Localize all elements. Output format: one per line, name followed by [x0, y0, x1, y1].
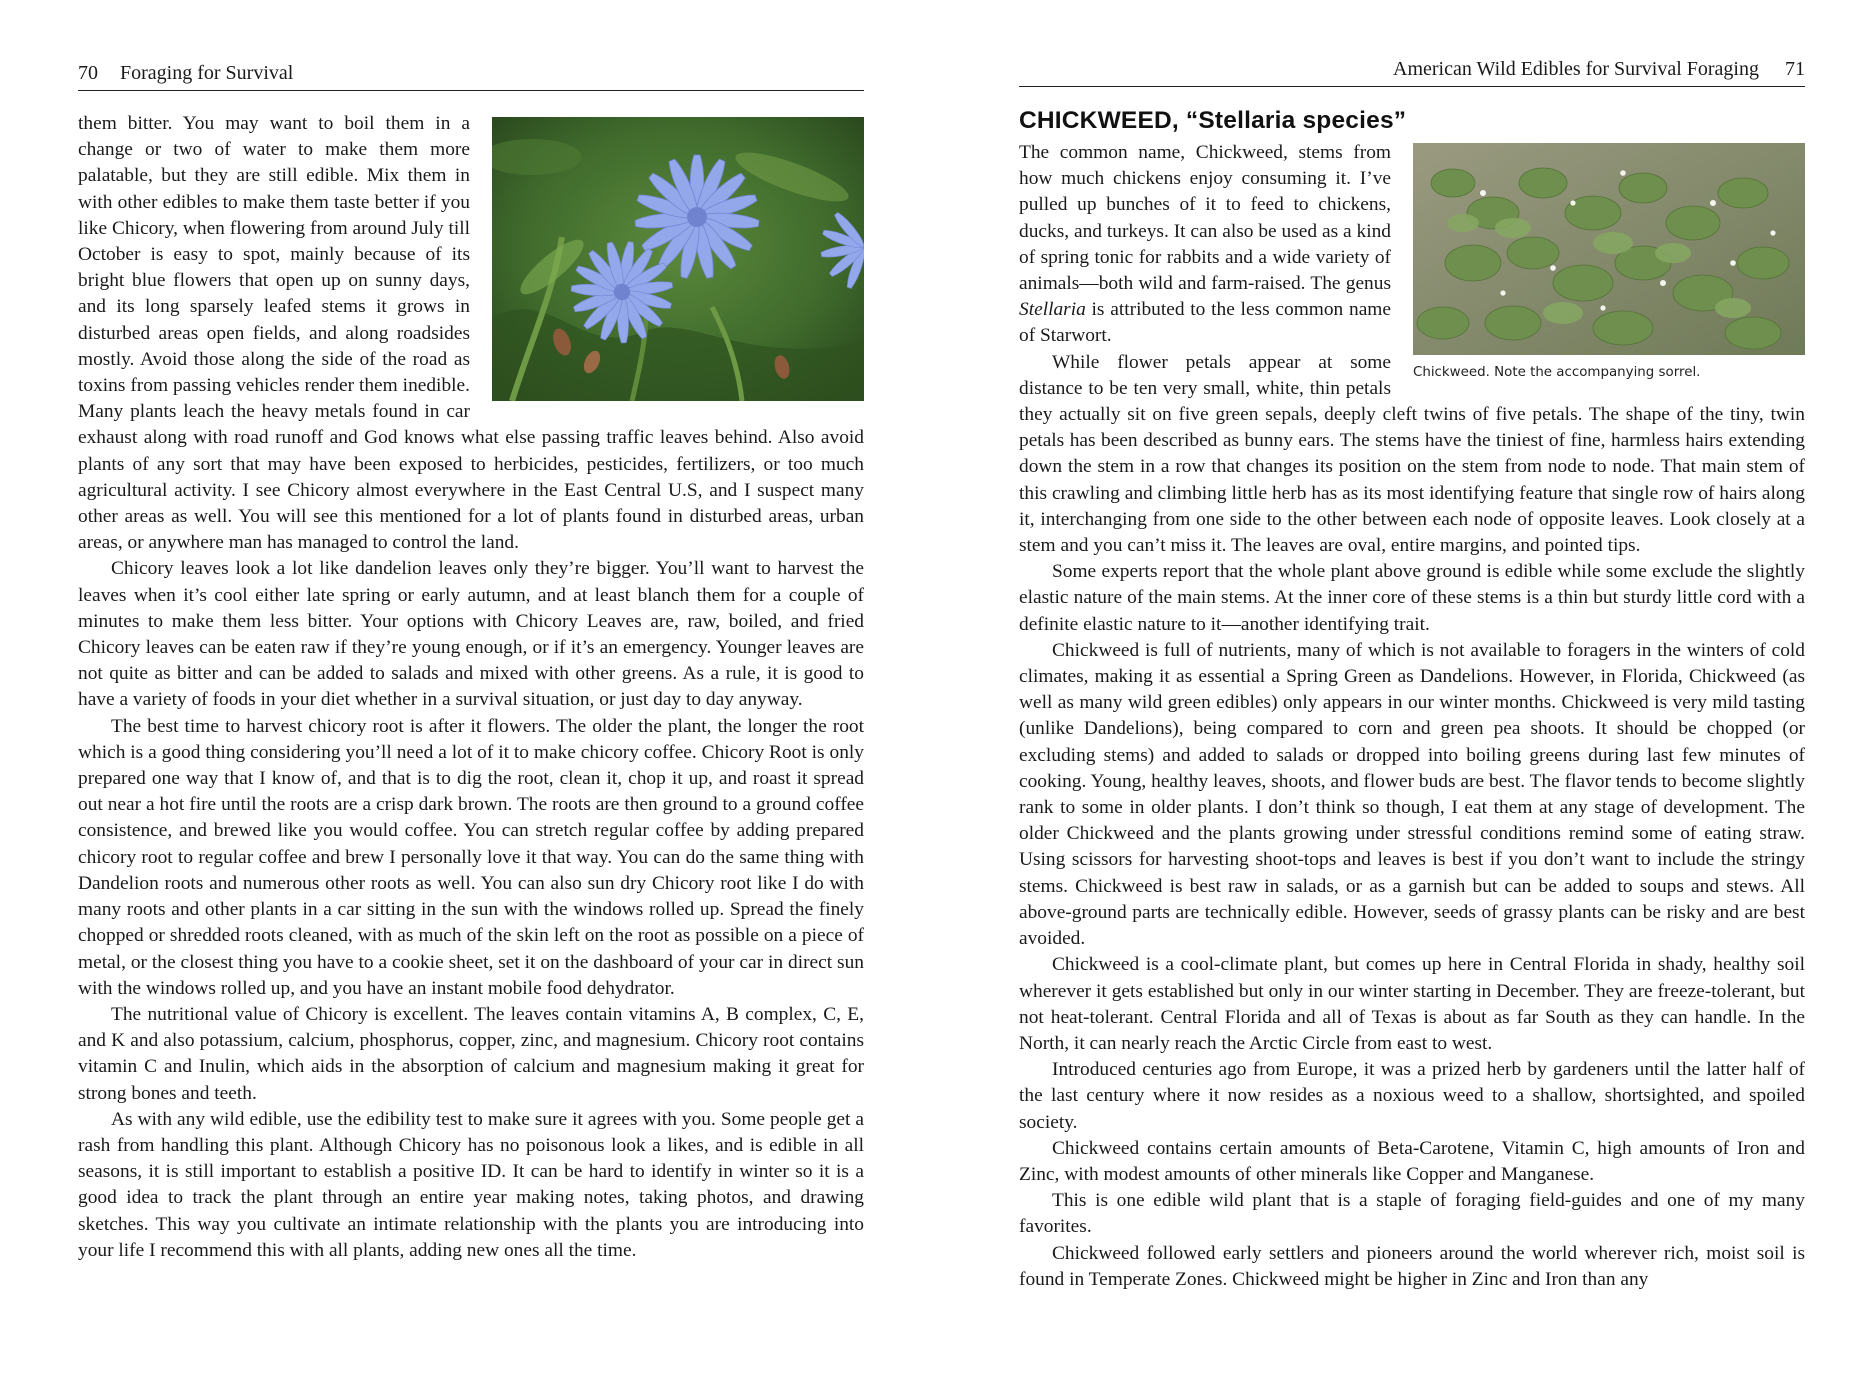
left-paragraph-3: The best time to harvest chicory root is after it flowers. The older the plant, the longer the root which is a good thing considering you’ll need a lot of it to make chicory coffee. Chicory Root is only prepared one way that I know of, and that is to dig the root, clean it, chop it up, and roast it spread out near a hot fire until the roots are a crisp dark brown. The roots are then ground to a ground coffee consistence, and brewed like you would coffee. You can stretch regular coffee by adding prepared chicory root to regular coffee and brew I personally love it that way. You can do the same thing with Dandelion roots and numerous other roots as well. You can also sun dry Chicory root like I do with many roots and other plants in a car sitting in the sun with the windows rolled up. Spread the finely chopped or shredded roots cleaned, with as much of the skin left on the root as possible on a piece of metal, or the closest thing you have to a cookie sheet, set it on the dashboard of your car in direct sun with the windows rolled up, and you have an instant mobile food dehydrator. — [78, 715, 864, 999]
left-paragraph-4: The nutritional value of Chicory is excellent. The leaves contain vitamins A, B complex, C, E, and K and also potassium, calcium, phosphorus, copper, zinc, and magnesium. Chicory root contains vitamin C and Inulin, which aids in the absorption of calcium and magnesium making it great for strong bones and teeth. — [78, 1003, 864, 1104]
left-paragraph-2: Chicory leaves look a lot like dandelion leaves only they’re bigger. You’ll want to harvest the leaves when it’s cool either late spring or early autumn, and at least blanch them for a couple of minutes to make them less bitter. Your options with Chicory Leaves are, raw, boiled, and fried Chicory leaves can be eaten raw if they’re young enough, or if it’s an emergency. Younger leaves are not quite as bitter and can be added to salads and mixed with other greens. As a rule, it is good to have a variety of foods in your diet whether in a survival situation, or just day to day anyway. — [78, 558, 864, 711]
right-page-body — [1019, 140, 1805, 1293]
running-header-left — [78, 60, 864, 91]
running-title-right: American Wild Edibles for Survival Foraging — [1393, 58, 1759, 80]
right-paragraph-7: Chickweed contains certain amounts of Beta-Carotene, Vitamin C, high amounts of Iron and Zinc, with modest amounts of other minerals like Copper and Manganese. — [1019, 1137, 1805, 1185]
chicory-flower-photo — [492, 117, 864, 401]
right-paragraph-8: This is one edible wild plant that is a staple of foraging field-guides and one of my many favorites. — [1019, 1190, 1805, 1238]
left-paragraph-1: them bitter. You may want to boil them in a change or two of water to make them more palatable, but they are still edible. Mix them in with other edibles to make them taste better if you like Chicory, when flowering from around July till October is easy to spot, mainly because of its bright blue flowers that open up on sunny days, and its long sparsely leafed stems it grows in disturbed areas open fields, and along roadsides mostly. Avoid those along the side of the road as toxins from passing vehicles render them inedible. Many plants leach the heavy metals found in car exhaust along with road runoff and God knows what else passing traffic leaves behind. Also avoid plants of any sort that may have been exposed to herbicides, pesticides, fertilizers, or too much agricultural activity. I see Chicory almost everywhere in the East Central U.S, and I suspect many other areas as well. You will see this mentioned for a lot of plants found in disturbed areas, urban areas, or anywhere man has managed to control the land. — [78, 113, 864, 554]
page-number-left: 70 — [78, 62, 98, 84]
left-page — [78, 0, 864, 1400]
right-paragraph-9: Chickweed followed early settlers and pioneers around the world wherever rich, moist soil is found in Temperate Zones. Chickweed might be higher in Zinc and Iron than any — [1019, 1242, 1805, 1290]
left-paragraph-5: As with any wild edible, use the edibility test to make sure it agrees with you. Some people get a rash from handling this plant. Although Chicory has no poisonous look a likes, and is edible in all seasons, it is still important to establish a positive ID. It can be hard to identify in winter so it is a good idea to track the plant through an entire year making notes, taking photos, and drawing sketches. This way you cultivate an intimate relationship with the plants you are introducing into your life I recommend this with all plants, adding new ones all the time. — [78, 1108, 864, 1261]
running-header-right — [1019, 56, 1805, 87]
right-paragraph-3: Some experts report that the whole plant above ground is edible while some exclude the slightly elastic nature of the main stems. At the inner core of these stems is a thin but sturdy little cord with a definite elastic nature to it—another identifying trait. — [1019, 561, 1805, 635]
right-paragraph-1-a: The common name, Chickweed, stems from how much chickens enjoy consuming it. I’ve pulled up bunches of it to feed to chickens, ducks, and turkeys. It can also be used as a kind of spring tonic for rabbits and a wide variety of animals—both wild and farm-raised. The genus — [1019, 142, 1391, 295]
right-paragraph-5: Chickweed is a cool-climate plant, but comes up here in Central Florida in shady, healthy soil wherever it gets established but only in our winter starting in December. They are freeze-tolerant, but not heat-tolerant. Central Florida and all of Texas is about as far South as they can handle. In the North, it can nearly reach the Arctic Circle from east to west. — [1019, 954, 1805, 1054]
left-page-body — [78, 111, 864, 1264]
running-title-left: Foraging for Survival — [120, 62, 294, 84]
section-title: CHICKWEED, “Stellaria species” — [1019, 107, 1407, 134]
figure-caption: Chickweed. Note the accompanying sorrel. — [1413, 365, 1701, 380]
right-paragraph-2: While flower petals appear at some distance to be ten very small, white, thin petals they actually sit on five green sepals, deeply cleft twins of five petals. The shape of the tiny, twin petals has been described as bunny ears. The stems have the tiniest of fine, harmless hairs extending down the stem in a row that changes its position on the stem from node to node. That main stem of this crawling and climbing little herb has as its most identifying feature that single row of hairs along it, interchanging from one side to the other between each node of opposite leaves. Look closely at a stem and you can’t miss it. The leaves are oval, entire margins, and pointed tips. — [1019, 351, 1805, 557]
chickweed-figure — [1413, 143, 1805, 389]
right-paragraph-4: Chickweed is full of nutrients, many of which is not available to foragers in the winters of cold climates, making it as essential a Spring Green as Dandelions. However, in Florida, Chickweed (as well as many wild green edibles) only appears in our winter months. Chickweed is very mild tasting (unlike Dandelions), being compared to corn and green pea shoots. It should be chopped (or excluding stems) and added to salads or dropped into boiling greens during last few minutes of cooking. Young, healthy leaves, shoots, and flower buds are best. The flavor tends to become slightly rank to some in older plants. I don’t think so though, I eat them at any stage of development. The older Chickweed and the plants growing under stressful conditions remind some of eating straw. Using scissors for harvesting shoot-tops and leaves is best if you don’t want to include the stringy stems. Chickweed is best raw in salads, or as a garnish but can be added to soups and stews. All above-ground parts are technically edible. However, seeds of grassy plants can be risky and are best avoided. — [1019, 639, 1805, 950]
chicory-figure — [492, 117, 864, 401]
right-paragraph-1-b: is attributed to the less common name of Starwort. — [1019, 299, 1391, 347]
right-paragraph-6: Introduced centuries ago from Europe, it was a prized herb by gardeners until the latter half of the last century where it now resides as a noxious weed to a shallow, shortsighted, and spoiled society. — [1019, 1059, 1805, 1133]
right-page — [1019, 0, 1805, 1400]
chickweed-photo — [1413, 143, 1805, 355]
page-number-right: 71 — [1785, 58, 1805, 80]
genus-name: Stellaria — [1019, 299, 1086, 321]
